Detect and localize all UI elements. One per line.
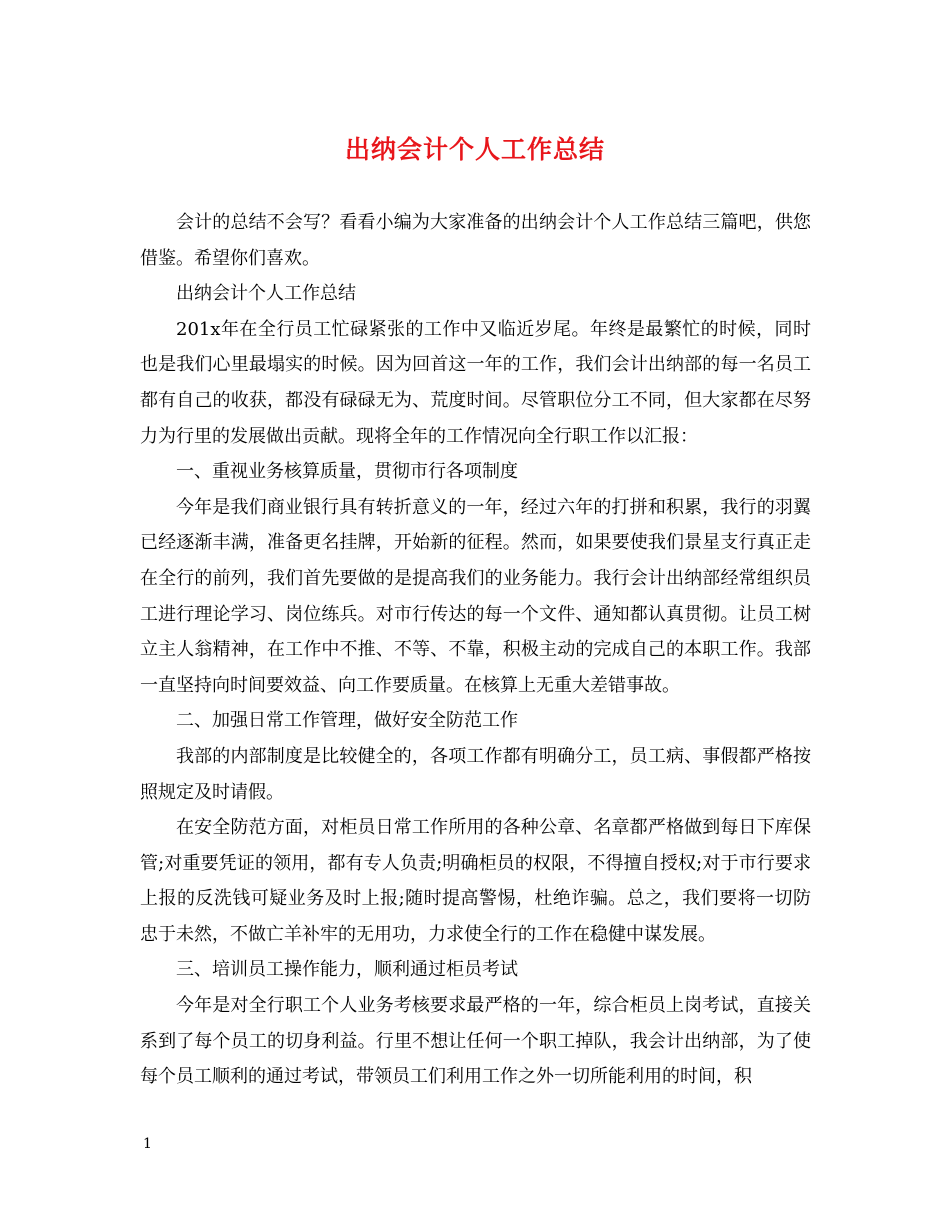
section-3-paragraph: 今年是对全行职工个人业务考核要求最严格的一年，综合柜员上岗考试，直接关系到了每个员工的切身利益。行里不想让任何一个职工掉队，我会计出纳部，为了使每个员工顺利的通过考试，带领员工们利用工作之外一切所能利用的时间，积	[140, 995, 811, 1088]
document-body	[140, 205, 811, 1095]
overview-paragraph: 201x年在全行员工忙碌紧张的工作中又临近岁尾。年终是最繁忙的时候，同时也是我们心里最塌实的时候。因为回首这一年的工作，我们会计出纳部的每一名员工都有自己的收获，都没有碌碌无为、荒度时间。尽管职位分工不同，但大家都在尽努力为行里的发展做出贡献。现将全年的工作情况向全行职工作以汇报：	[140, 318, 811, 447]
section-heading-2: 二、加强日常工作管理，做好安全防范工作	[176, 710, 518, 732]
section-1-paragraph: 今年是我们商业银行具有转折意义的一年，经过六年的打拼和积累，我行的羽翼已经逐渐丰满，准备更名挂牌，开始新的征程。然而，如果要使我们景星支行真正走在全行的前列，我们首先要做的是提高我们的业务能力。我行会计出纳部经常组织员工进行理论学习、岗位练兵。对市行传达的每一个文件、通知都认真贯彻。让员工树立主人翁精神，在工作中不推、不等、不靠，积极主动的完成自己的本职工作。我部一直坚持向时间要效益、向工作要质量。在核算上无重大差错事故。	[140, 496, 811, 696]
section-heading-3: 三、培训员工操作能力，顺利通过柜员考试	[176, 959, 518, 981]
document-title: 出纳会计个人工作总结	[344, 135, 605, 164]
section-2-paragraph-2: 在安全防范方面，对柜员日常工作所用的各种公章、名章都严格做到每日下库保管;对重要凭证的领用，都有专人负责;明确柜员的权限，不得擅自授权;对于市行要求上报的反洗钱可疑业务及时上报;随时提高警惕，杜绝诈骗。总之，我们要将一切防忠于未然，不做亡羊补牢的无用功，力求使全行的工作在稳健中谋发展。	[140, 817, 811, 945]
subtitle-paragraph: 出纳会计个人工作总结	[176, 283, 356, 305]
section-2-paragraph-1: 我部的内部制度是比较健全的，各项工作都有明确分工，员工病、事假都严格按照规定及时请假。	[140, 745, 811, 803]
section-heading-1: 一、重视业务核算质量，贯彻市行各项制度	[176, 461, 518, 483]
page-number: 1	[143, 1136, 152, 1152]
intro-paragraph: 会计的总结不会写？看看小编为大家准备的出纳会计个人工作总结三篇吧，供您借鉴。希望你们喜欢。	[140, 212, 811, 269]
